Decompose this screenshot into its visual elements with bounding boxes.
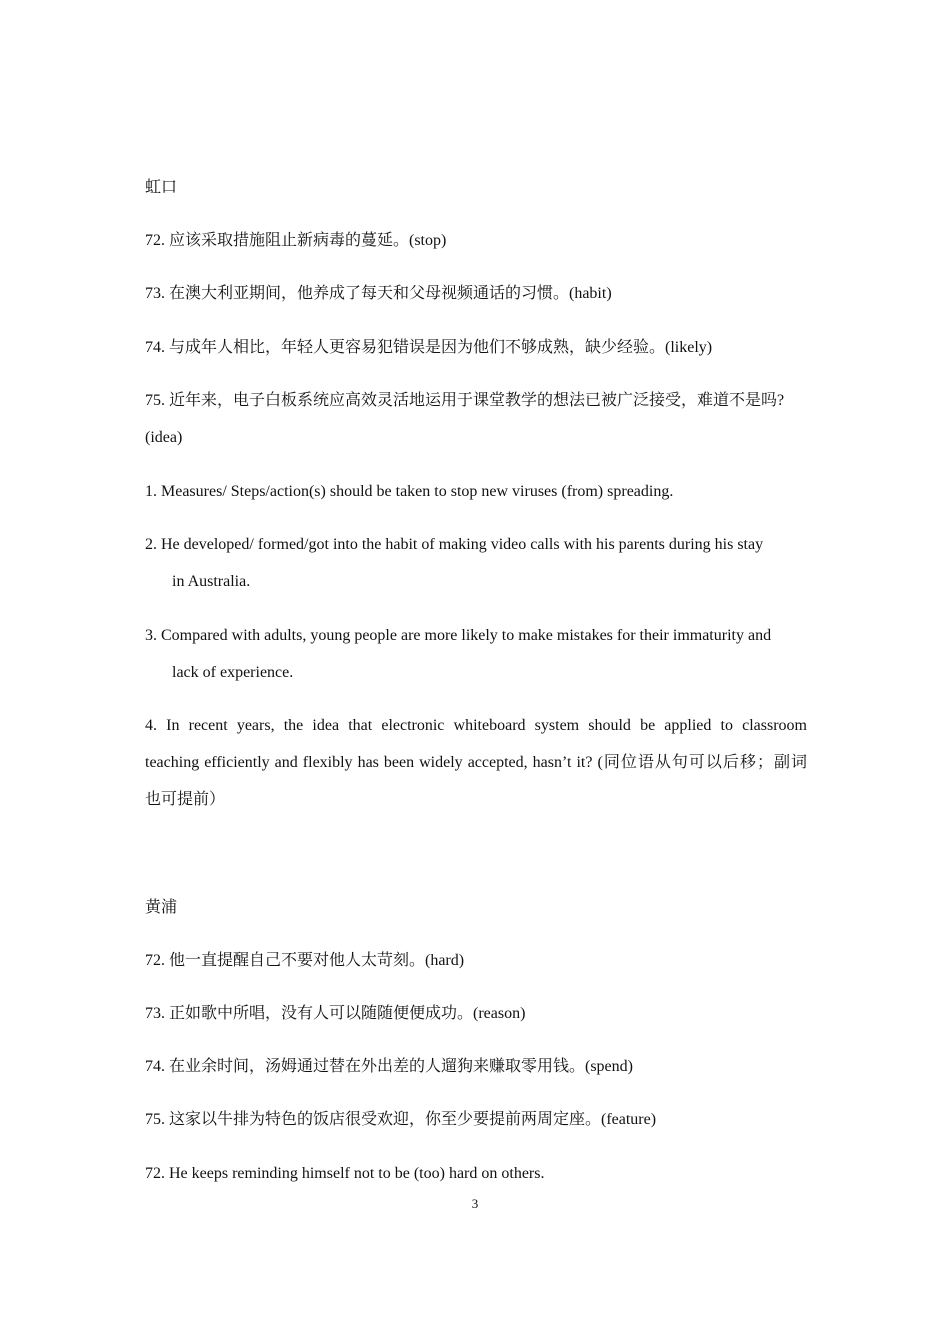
- section-heading-huangpu: 黄浦: [145, 899, 178, 916]
- answer-3-hongkou-line-2: lack of experience.: [172, 664, 294, 681]
- question-73-huangpu: 73. 正如歌中所唱，没有人可以随随便便成功。(reason): [145, 1005, 526, 1022]
- question-75-hongkou-line-2: (idea): [145, 429, 183, 446]
- question-74-hongkou: 74. 与成年人相比，年轻人更容易犯错误是因为他们不够成熟，缺少经验。(likely): [145, 339, 713, 356]
- question-72-huangpu: 72. 他一直提醒自己不要对他人太苛刻。(hard): [145, 952, 465, 969]
- question-75-hongkou-line-1: 75. 近年来，电子白板系统应高效灵活地运用于课堂教学的想法已被广泛接受，难道不是吗?: [145, 392, 785, 409]
- section-heading-hongkou: 虹口: [145, 179, 178, 196]
- question-72-hongkou: 72. 应该采取措施阻止新病毒的蔓延。(stop): [145, 232, 447, 249]
- answer-2-hongkou-line-2: in Australia.: [172, 573, 251, 590]
- answer-72-huangpu: 72. He keeps reminding himself not to be (too) hard on others.: [145, 1165, 545, 1182]
- answer-4-hongkou-line-1: 4. In recent years, the idea that electronic whiteboard system should be applied to classroom: [145, 717, 807, 734]
- answer-4-hongkou-line-2: teaching efficiently and flexibly has been widely accepted, hasn’t it? (同位语从句可以后移；副词: [145, 754, 807, 771]
- question-75-huangpu: 75. 这家以牛排为特色的饭店很受欢迎，你至少要提前两周定座。(feature): [145, 1111, 657, 1128]
- answer-1-hongkou: 1. Measures/ Steps/action(s) should be taken to stop new viruses (from) spreading.: [145, 483, 674, 500]
- answer-4-hongkou-line-3: 也可提前）: [145, 791, 226, 808]
- question-73-hongkou: 73. 在澳大利亚期间，他养成了每天和父母视频通话的习惯。(habit): [145, 285, 612, 302]
- page-number: 3: [471, 1196, 479, 1211]
- answer-2-hongkou-line-1: 2. He developed/ formed/got into the habit of making video calls with his parents during his stay: [145, 536, 764, 553]
- answer-3-hongkou-line-1: 3. Compared with adults, young people are more likely to make mistakes for their immaturity and: [145, 627, 772, 644]
- question-74-huangpu: 74. 在业余时间，汤姆通过替在外出差的人遛狗来赚取零用钱。(spend): [145, 1058, 633, 1075]
